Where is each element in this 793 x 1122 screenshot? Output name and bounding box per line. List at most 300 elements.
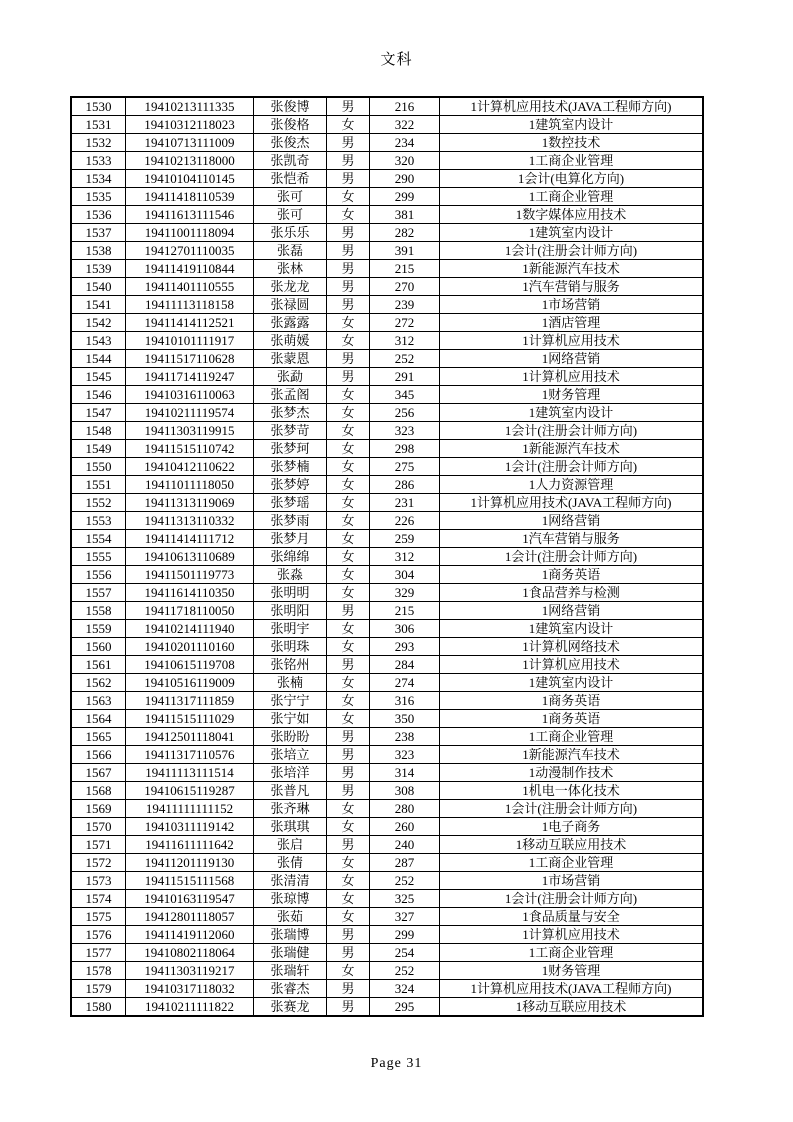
cell-exam-id: 19410163119547 bbox=[126, 890, 254, 908]
cell-seq: 1542 bbox=[71, 314, 126, 332]
cell-gender: 女 bbox=[327, 854, 370, 872]
cell-major: 1市场营销 bbox=[440, 872, 704, 890]
table-row bbox=[71, 872, 703, 890]
cell-major: 1商务英语 bbox=[440, 566, 704, 584]
cell-name: 张孟阁 bbox=[254, 386, 327, 404]
table-row bbox=[71, 998, 703, 1017]
cell-name: 张赛龙 bbox=[254, 998, 327, 1017]
cell-seq: 1572 bbox=[71, 854, 126, 872]
cell-major: 1数控技术 bbox=[440, 134, 704, 152]
cell-seq: 1559 bbox=[71, 620, 126, 638]
cell-score: 274 bbox=[370, 674, 440, 692]
cell-name: 张盼盼 bbox=[254, 728, 327, 746]
table-row bbox=[71, 728, 703, 746]
cell-exam-id: 19410312118023 bbox=[126, 116, 254, 134]
cell-score: 215 bbox=[370, 602, 440, 620]
table-row bbox=[71, 656, 703, 674]
cell-gender: 女 bbox=[327, 404, 370, 422]
cell-gender: 男 bbox=[327, 782, 370, 800]
cell-gender: 男 bbox=[327, 350, 370, 368]
cell-major: 1财务管理 bbox=[440, 386, 704, 404]
cell-score: 260 bbox=[370, 818, 440, 836]
cell-gender: 女 bbox=[327, 710, 370, 728]
cell-name: 张梦楠 bbox=[254, 458, 327, 476]
cell-name: 张绵绵 bbox=[254, 548, 327, 566]
cell-gender: 女 bbox=[327, 818, 370, 836]
cell-name: 张梦苛 bbox=[254, 422, 327, 440]
cell-score: 308 bbox=[370, 782, 440, 800]
table-row bbox=[71, 296, 703, 314]
cell-exam-id: 19411001118094 bbox=[126, 224, 254, 242]
cell-name: 张宁宁 bbox=[254, 692, 327, 710]
cell-name: 张恺希 bbox=[254, 170, 327, 188]
table-row bbox=[71, 944, 703, 962]
cell-major: 1计算机应用技术(JAVA工程师方向) bbox=[440, 980, 704, 998]
cell-gender: 男 bbox=[327, 170, 370, 188]
cell-score: 312 bbox=[370, 332, 440, 350]
cell-seq: 1544 bbox=[71, 350, 126, 368]
cell-score: 325 bbox=[370, 890, 440, 908]
cell-gender: 女 bbox=[327, 476, 370, 494]
cell-exam-id: 19410317118032 bbox=[126, 980, 254, 998]
cell-major: 1市场营销 bbox=[440, 296, 704, 314]
cell-score: 320 bbox=[370, 152, 440, 170]
cell-gender: 男 bbox=[327, 728, 370, 746]
cell-seq: 1539 bbox=[71, 260, 126, 278]
cell-name: 张梦瑶 bbox=[254, 494, 327, 512]
cell-major: 1汽车营销与服务 bbox=[440, 278, 704, 296]
cell-name: 张清清 bbox=[254, 872, 327, 890]
cell-gender: 男 bbox=[327, 97, 370, 116]
cell-major: 1数字媒体应用技术 bbox=[440, 206, 704, 224]
cell-seq: 1556 bbox=[71, 566, 126, 584]
cell-score: 231 bbox=[370, 494, 440, 512]
cell-exam-id: 19411113111514 bbox=[126, 764, 254, 782]
cell-name: 张勐 bbox=[254, 368, 327, 386]
cell-exam-id: 19411303119915 bbox=[126, 422, 254, 440]
cell-score: 252 bbox=[370, 350, 440, 368]
cell-exam-id: 19410213111335 bbox=[126, 97, 254, 116]
cell-seq: 1533 bbox=[71, 152, 126, 170]
cell-exam-id: 19410201110160 bbox=[126, 638, 254, 656]
cell-exam-id: 19411414111712 bbox=[126, 530, 254, 548]
cell-major: 1工商企业管理 bbox=[440, 944, 704, 962]
cell-major: 1食品质量与安全 bbox=[440, 908, 704, 926]
cell-exam-id: 19411419112060 bbox=[126, 926, 254, 944]
cell-exam-id: 19411714119247 bbox=[126, 368, 254, 386]
cell-exam-id: 19411414112521 bbox=[126, 314, 254, 332]
table-row bbox=[71, 854, 703, 872]
cell-seq: 1551 bbox=[71, 476, 126, 494]
cell-seq: 1574 bbox=[71, 890, 126, 908]
cell-score: 322 bbox=[370, 116, 440, 134]
table-row bbox=[71, 152, 703, 170]
cell-major: 1工商企业管理 bbox=[440, 854, 704, 872]
cell-gender: 女 bbox=[327, 584, 370, 602]
cell-gender: 男 bbox=[327, 926, 370, 944]
cell-score: 252 bbox=[370, 872, 440, 890]
cell-major: 1网络营销 bbox=[440, 602, 704, 620]
cell-name: 张俊格 bbox=[254, 116, 327, 134]
cell-exam-id: 19411515111568 bbox=[126, 872, 254, 890]
table-row bbox=[71, 97, 703, 116]
cell-gender: 女 bbox=[327, 440, 370, 458]
cell-score: 280 bbox=[370, 800, 440, 818]
table-row bbox=[71, 512, 703, 530]
cell-major: 1会计(注册会计师方向) bbox=[440, 422, 704, 440]
cell-name: 张普凡 bbox=[254, 782, 327, 800]
cell-name: 张梦珂 bbox=[254, 440, 327, 458]
cell-major: 1工商企业管理 bbox=[440, 188, 704, 206]
table-row bbox=[71, 566, 703, 584]
cell-gender: 女 bbox=[327, 512, 370, 530]
cell-name: 张启 bbox=[254, 836, 327, 854]
cell-score: 295 bbox=[370, 998, 440, 1017]
table-row bbox=[71, 350, 703, 368]
cell-seq: 1545 bbox=[71, 368, 126, 386]
table-row bbox=[71, 764, 703, 782]
cell-name: 张茹 bbox=[254, 908, 327, 926]
cell-major: 1网络营销 bbox=[440, 512, 704, 530]
student-roster-table bbox=[70, 96, 704, 1017]
cell-exam-id: 19411515111029 bbox=[126, 710, 254, 728]
cell-exam-id: 19411113118158 bbox=[126, 296, 254, 314]
cell-score: 345 bbox=[370, 386, 440, 404]
cell-exam-id: 19411111111152 bbox=[126, 800, 254, 818]
cell-score: 291 bbox=[370, 368, 440, 386]
cell-name: 张培立 bbox=[254, 746, 327, 764]
cell-exam-id: 19411419110844 bbox=[126, 260, 254, 278]
cell-seq: 1576 bbox=[71, 926, 126, 944]
cell-exam-id: 19411611111642 bbox=[126, 836, 254, 854]
cell-score: 299 bbox=[370, 188, 440, 206]
cell-exam-id: 19412801118057 bbox=[126, 908, 254, 926]
cell-major: 1工商企业管理 bbox=[440, 728, 704, 746]
cell-name: 张禄圆 bbox=[254, 296, 327, 314]
cell-name: 张瑞轩 bbox=[254, 962, 327, 980]
table-row bbox=[71, 548, 703, 566]
cell-gender: 女 bbox=[327, 962, 370, 980]
cell-exam-id: 19411317111859 bbox=[126, 692, 254, 710]
cell-exam-id: 19410213118000 bbox=[126, 152, 254, 170]
cell-seq: 1575 bbox=[71, 908, 126, 926]
cell-score: 316 bbox=[370, 692, 440, 710]
cell-seq: 1531 bbox=[71, 116, 126, 134]
cell-score: 391 bbox=[370, 242, 440, 260]
cell-major: 1建筑室内设计 bbox=[440, 404, 704, 422]
cell-score: 270 bbox=[370, 278, 440, 296]
cell-seq: 1550 bbox=[71, 458, 126, 476]
cell-name: 张琪琪 bbox=[254, 818, 327, 836]
cell-score: 282 bbox=[370, 224, 440, 242]
cell-exam-id: 19411201119130 bbox=[126, 854, 254, 872]
cell-score: 350 bbox=[370, 710, 440, 728]
table-row bbox=[71, 386, 703, 404]
cell-name: 张俊博 bbox=[254, 97, 327, 116]
cell-exam-id: 19410412110622 bbox=[126, 458, 254, 476]
cell-gender: 女 bbox=[327, 674, 370, 692]
cell-gender: 男 bbox=[327, 656, 370, 674]
cell-name: 张明明 bbox=[254, 584, 327, 602]
cell-exam-id: 19411313110332 bbox=[126, 512, 254, 530]
cell-name: 张宁如 bbox=[254, 710, 327, 728]
cell-gender: 女 bbox=[327, 422, 370, 440]
cell-score: 252 bbox=[370, 962, 440, 980]
cell-name: 张蒙恩 bbox=[254, 350, 327, 368]
cell-gender: 女 bbox=[327, 620, 370, 638]
cell-exam-id: 19410802118064 bbox=[126, 944, 254, 962]
cell-score: 304 bbox=[370, 566, 440, 584]
table-row bbox=[71, 638, 703, 656]
cell-name: 张睿杰 bbox=[254, 980, 327, 998]
cell-score: 323 bbox=[370, 422, 440, 440]
table-row bbox=[71, 818, 703, 836]
cell-seq: 1566 bbox=[71, 746, 126, 764]
cell-gender: 女 bbox=[327, 800, 370, 818]
cell-seq: 1557 bbox=[71, 584, 126, 602]
cell-name: 张俊杰 bbox=[254, 134, 327, 152]
cell-name: 张明阳 bbox=[254, 602, 327, 620]
cell-seq: 1573 bbox=[71, 872, 126, 890]
cell-gender: 女 bbox=[327, 188, 370, 206]
cell-score: 239 bbox=[370, 296, 440, 314]
cell-name: 张凯奇 bbox=[254, 152, 327, 170]
cell-gender: 男 bbox=[327, 602, 370, 620]
cell-gender: 女 bbox=[327, 116, 370, 134]
cell-gender: 男 bbox=[327, 242, 370, 260]
cell-exam-id: 19411718110050 bbox=[126, 602, 254, 620]
cell-seq: 1568 bbox=[71, 782, 126, 800]
cell-score: 256 bbox=[370, 404, 440, 422]
cell-name: 张铭州 bbox=[254, 656, 327, 674]
cell-score: 287 bbox=[370, 854, 440, 872]
table-row bbox=[71, 890, 703, 908]
cell-major: 1汽车营销与服务 bbox=[440, 530, 704, 548]
table-row bbox=[71, 584, 703, 602]
cell-score: 293 bbox=[370, 638, 440, 656]
table-row bbox=[71, 674, 703, 692]
cell-score: 306 bbox=[370, 620, 440, 638]
cell-major: 1动漫制作技术 bbox=[440, 764, 704, 782]
cell-seq: 1536 bbox=[71, 206, 126, 224]
table-row bbox=[71, 116, 703, 134]
cell-name: 张梦月 bbox=[254, 530, 327, 548]
cell-major: 1计算机应用技术 bbox=[440, 926, 704, 944]
cell-name: 张萌媛 bbox=[254, 332, 327, 350]
cell-score: 324 bbox=[370, 980, 440, 998]
cell-major: 1商务英语 bbox=[440, 692, 704, 710]
cell-exam-id: 19411614110350 bbox=[126, 584, 254, 602]
cell-seq: 1552 bbox=[71, 494, 126, 512]
cell-seq: 1555 bbox=[71, 548, 126, 566]
cell-gender: 男 bbox=[327, 296, 370, 314]
cell-exam-id: 19410516119009 bbox=[126, 674, 254, 692]
cell-exam-id: 19411501119773 bbox=[126, 566, 254, 584]
cell-name: 张明珠 bbox=[254, 638, 327, 656]
cell-name: 张楠 bbox=[254, 674, 327, 692]
cell-seq: 1560 bbox=[71, 638, 126, 656]
cell-major: 1计算机应用技术(JAVA工程师方向) bbox=[440, 97, 704, 116]
cell-major: 1会计(注册会计师方向) bbox=[440, 890, 704, 908]
cell-score: 272 bbox=[370, 314, 440, 332]
cell-exam-id: 19412501118041 bbox=[126, 728, 254, 746]
cell-seq: 1543 bbox=[71, 332, 126, 350]
cell-exam-id: 19411515110742 bbox=[126, 440, 254, 458]
cell-seq: 1534 bbox=[71, 170, 126, 188]
cell-exam-id: 19412701110035 bbox=[126, 242, 254, 260]
cell-major: 1移动互联应用技术 bbox=[440, 836, 704, 854]
cell-major: 1计算机网络技术 bbox=[440, 638, 704, 656]
cell-gender: 男 bbox=[327, 998, 370, 1017]
cell-gender: 男 bbox=[327, 836, 370, 854]
table-row bbox=[71, 242, 703, 260]
cell-name: 张倩 bbox=[254, 854, 327, 872]
cell-major: 1建筑室内设计 bbox=[440, 674, 704, 692]
cell-exam-id: 19410211119574 bbox=[126, 404, 254, 422]
cell-exam-id: 19411401110555 bbox=[126, 278, 254, 296]
cell-score: 238 bbox=[370, 728, 440, 746]
table-row bbox=[71, 188, 703, 206]
table-row bbox=[71, 458, 703, 476]
cell-seq: 1540 bbox=[71, 278, 126, 296]
table-row bbox=[71, 206, 703, 224]
cell-name: 张淼 bbox=[254, 566, 327, 584]
cell-seq: 1548 bbox=[71, 422, 126, 440]
cell-score: 381 bbox=[370, 206, 440, 224]
cell-score: 327 bbox=[370, 908, 440, 926]
cell-seq: 1537 bbox=[71, 224, 126, 242]
cell-score: 314 bbox=[370, 764, 440, 782]
cell-gender: 女 bbox=[327, 530, 370, 548]
cell-seq: 1563 bbox=[71, 692, 126, 710]
cell-exam-id: 19410316110063 bbox=[126, 386, 254, 404]
cell-seq: 1570 bbox=[71, 818, 126, 836]
cell-gender: 女 bbox=[327, 890, 370, 908]
page-title: 文科 bbox=[380, 52, 413, 68]
cell-score: 215 bbox=[370, 260, 440, 278]
student-table-body bbox=[71, 97, 703, 1016]
cell-score: 323 bbox=[370, 746, 440, 764]
table-row bbox=[71, 476, 703, 494]
cell-major: 1新能源汽车技术 bbox=[440, 440, 704, 458]
cell-gender: 女 bbox=[327, 314, 370, 332]
cell-seq: 1546 bbox=[71, 386, 126, 404]
cell-seq: 1577 bbox=[71, 944, 126, 962]
cell-score: 290 bbox=[370, 170, 440, 188]
table-row bbox=[71, 494, 703, 512]
page-number: Page 31 bbox=[370, 1056, 423, 1071]
cell-exam-id: 19411613111546 bbox=[126, 206, 254, 224]
cell-gender: 女 bbox=[327, 332, 370, 350]
table-row bbox=[71, 620, 703, 638]
cell-gender: 男 bbox=[327, 152, 370, 170]
cell-seq: 1530 bbox=[71, 97, 126, 116]
cell-name: 张可 bbox=[254, 188, 327, 206]
cell-major: 1建筑室内设计 bbox=[440, 224, 704, 242]
cell-score: 259 bbox=[370, 530, 440, 548]
table-row bbox=[71, 332, 703, 350]
cell-score: 234 bbox=[370, 134, 440, 152]
cell-exam-id: 19411303119217 bbox=[126, 962, 254, 980]
cell-name: 张瑞健 bbox=[254, 944, 327, 962]
cell-name: 张培洋 bbox=[254, 764, 327, 782]
cell-gender: 男 bbox=[327, 134, 370, 152]
cell-seq: 1541 bbox=[71, 296, 126, 314]
cell-exam-id: 19411011118050 bbox=[126, 476, 254, 494]
table-row bbox=[71, 260, 703, 278]
cell-name: 张明宇 bbox=[254, 620, 327, 638]
cell-seq: 1558 bbox=[71, 602, 126, 620]
cell-name: 张乐乐 bbox=[254, 224, 327, 242]
cell-exam-id: 19410615119287 bbox=[126, 782, 254, 800]
cell-name: 张梦婷 bbox=[254, 476, 327, 494]
cell-exam-id: 19410615119708 bbox=[126, 656, 254, 674]
cell-seq: 1561 bbox=[71, 656, 126, 674]
cell-score: 312 bbox=[370, 548, 440, 566]
cell-score: 286 bbox=[370, 476, 440, 494]
table-row bbox=[71, 926, 703, 944]
cell-major: 1食品营养与检测 bbox=[440, 584, 704, 602]
cell-seq: 1535 bbox=[71, 188, 126, 206]
table-row bbox=[71, 602, 703, 620]
cell-seq: 1547 bbox=[71, 404, 126, 422]
cell-gender: 女 bbox=[327, 908, 370, 926]
table-row bbox=[71, 224, 703, 242]
table-row bbox=[71, 836, 703, 854]
cell-major: 1工商企业管理 bbox=[440, 152, 704, 170]
cell-score: 284 bbox=[370, 656, 440, 674]
cell-name: 张可 bbox=[254, 206, 327, 224]
cell-score: 298 bbox=[370, 440, 440, 458]
cell-major: 1酒店管理 bbox=[440, 314, 704, 332]
table-row bbox=[71, 440, 703, 458]
cell-major: 1建筑室内设计 bbox=[440, 620, 704, 638]
cell-major: 1会计(电算化方向) bbox=[440, 170, 704, 188]
table-row bbox=[71, 314, 703, 332]
cell-name: 张琼博 bbox=[254, 890, 327, 908]
cell-gender: 男 bbox=[327, 260, 370, 278]
cell-exam-id: 19410311119142 bbox=[126, 818, 254, 836]
cell-gender: 男 bbox=[327, 980, 370, 998]
table-row bbox=[71, 710, 703, 728]
cell-seq: 1569 bbox=[71, 800, 126, 818]
cell-seq: 1580 bbox=[71, 998, 126, 1017]
cell-major: 1移动互联应用技术 bbox=[440, 998, 704, 1017]
cell-exam-id: 19410101111917 bbox=[126, 332, 254, 350]
table-row bbox=[71, 962, 703, 980]
table-row bbox=[71, 278, 703, 296]
cell-seq: 1579 bbox=[71, 980, 126, 998]
cell-score: 240 bbox=[370, 836, 440, 854]
table-row bbox=[71, 404, 703, 422]
cell-seq: 1554 bbox=[71, 530, 126, 548]
cell-score: 329 bbox=[370, 584, 440, 602]
cell-gender: 女 bbox=[327, 566, 370, 584]
cell-exam-id: 19410214111940 bbox=[126, 620, 254, 638]
table-row bbox=[71, 908, 703, 926]
table-row bbox=[71, 170, 703, 188]
table-row bbox=[71, 530, 703, 548]
table-row bbox=[71, 800, 703, 818]
cell-exam-id: 19411418110539 bbox=[126, 188, 254, 206]
cell-seq: 1562 bbox=[71, 674, 126, 692]
cell-seq: 1564 bbox=[71, 710, 126, 728]
cell-score: 216 bbox=[370, 97, 440, 116]
cell-exam-id: 19410211111822 bbox=[126, 998, 254, 1017]
cell-score: 254 bbox=[370, 944, 440, 962]
cell-major: 1会计(注册会计师方向) bbox=[440, 242, 704, 260]
cell-gender: 男 bbox=[327, 278, 370, 296]
